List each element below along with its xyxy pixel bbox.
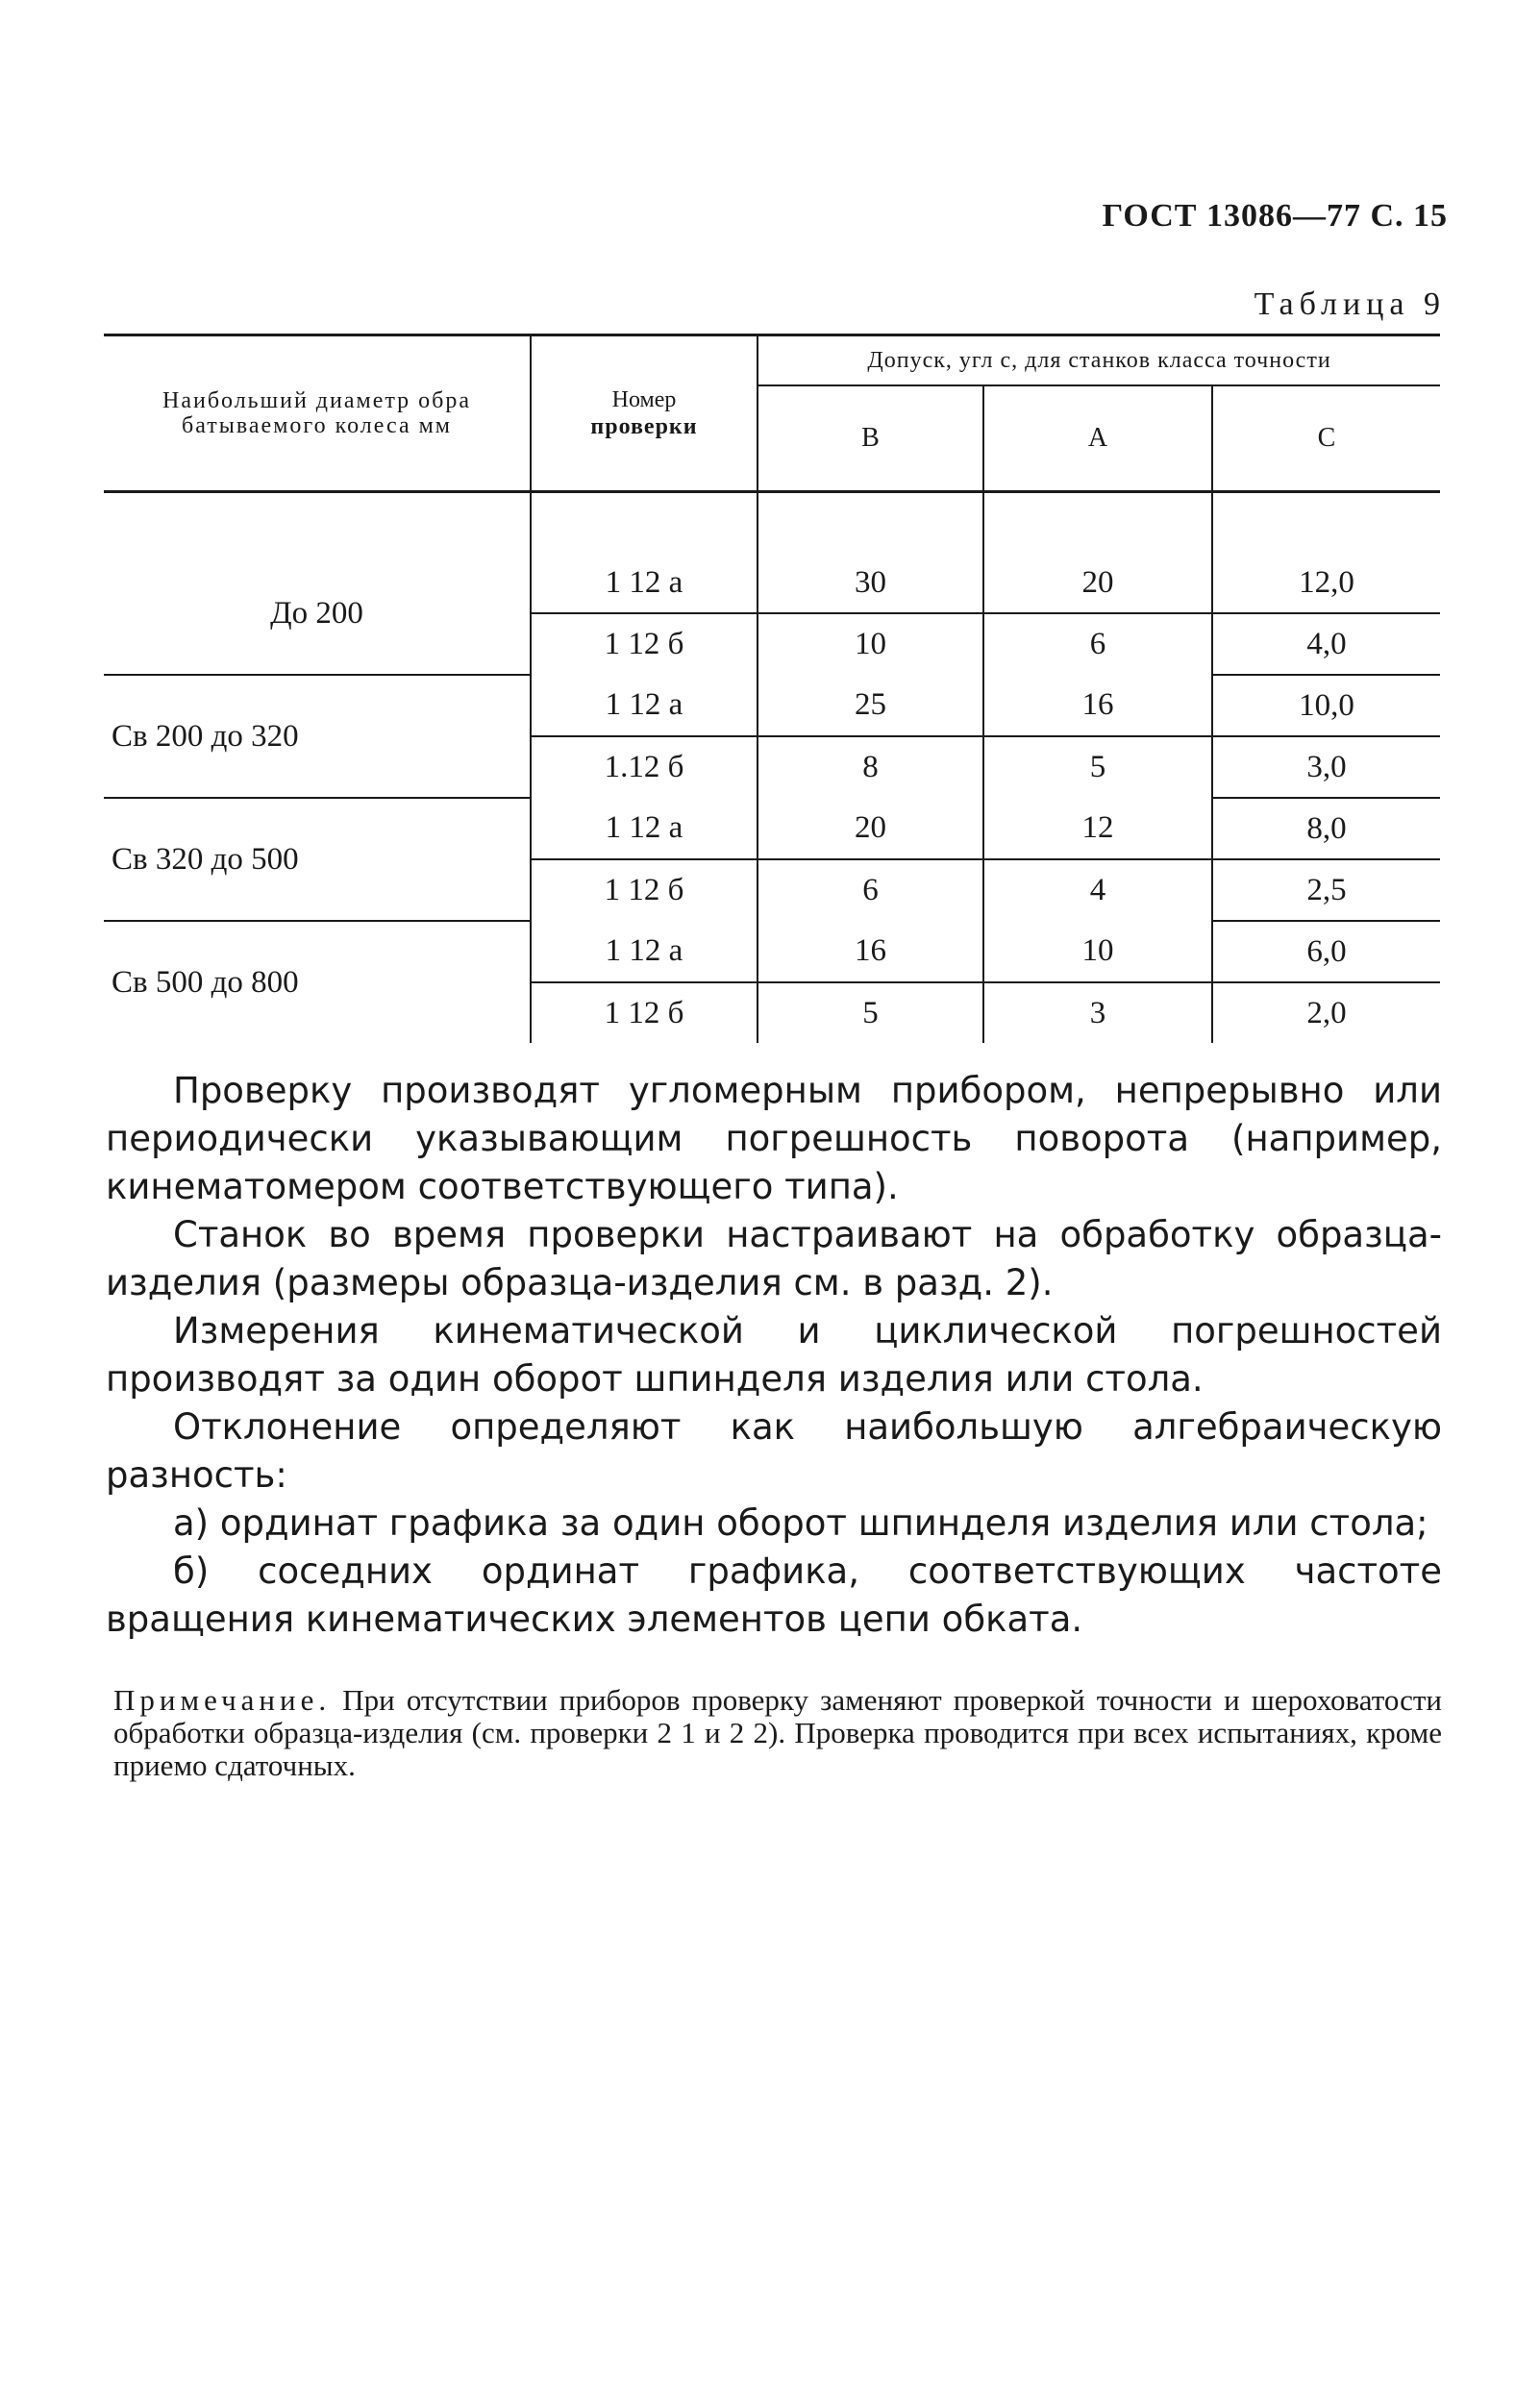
tolerance-table [104,334,1440,1043]
value-cell-a: 16 [983,675,1212,736]
value-cell-b: 25 [758,675,983,736]
value-cell-a: 12 [983,798,1212,859]
value-cell-a: 10 [983,921,1212,982]
paragraph-2: Станок во время проверки настраивают на обработку образца-изделия (размеры образца-изделия см. в разд. 2). [106,1214,1442,1303]
value-cell-b: 6 [758,859,983,921]
check-number-cell: 1 12 а [531,675,758,736]
header-class-a: А [983,385,1212,492]
page-header: ГОСТ 13086—77 С. 15 [1102,198,1448,234]
check-number-cell: 1 12 б [531,859,758,921]
value-cell-a: 5 [983,736,1212,798]
value-cell-b: 10 [758,613,983,675]
table-label: Таблица 9 [1254,286,1446,322]
paragraph-1: Проверку производят угломерным прибором, непрерывно или периодически указывающим погрешность поворота (например, кинематомером соответствующего типа). [106,1070,1442,1207]
table-row [104,675,1440,736]
check-number-cell: 1 12 б [531,613,758,675]
paragraph-3: Измерения кинематической и циклической погрешностей производят за один оборот шпинделя изделия или стола. [106,1310,1442,1400]
value-cell-c: 2,5 [1212,859,1440,921]
value-cell-c: 3,0 [1212,736,1440,798]
check-number-cell: 1.12 б [531,736,758,798]
paragraph-5: а) ординат графика за один оборот шпинделя изделия или стола; [173,1502,1428,1544]
note-label: Примечание. [113,1683,332,1717]
table-row [104,798,1440,859]
value-cell-a: 20 [983,553,1212,613]
value-cell-b: 20 [758,798,983,859]
diameter-cell: Св 500 до 800 [112,964,299,1000]
value-cell-c: 6,0 [1212,921,1440,982]
value-cell-b: 16 [758,921,983,982]
value-cell-a: 3 [983,982,1212,1043]
header-class-c: С [1212,385,1440,492]
value-cell-b: 30 [758,553,983,613]
diameter-cell: Св 200 до 320 [104,675,531,798]
value-cell-b: 8 [758,736,983,798]
table-row [104,553,1440,613]
check-number-cell: 1 12 а [531,553,758,613]
diameter-cell: До 200 [104,553,531,675]
check-number-cell: 1 12 а [531,921,758,982]
value-cell-a: 4 [983,859,1212,921]
check-number-cell: 1 12 а [531,798,758,859]
header-diameter: Наибольший диаметр обра батываемого колеса мм [104,335,531,492]
paragraph-4: Отклонение определяют как наибольшую алгебраическую разность: [106,1406,1442,1496]
value-cell-c: 12,0 [1212,553,1440,613]
value-cell-c: 10,0 [1212,675,1440,736]
note [113,1684,1442,1782]
body-text [106,1067,1442,1644]
value-cell-a: 6 [983,613,1212,675]
value-cell-c: 2,0 [1212,982,1440,1043]
header-class-b: В [758,385,983,492]
value-cell-c: 4,0 [1212,613,1440,675]
table-row [104,921,1440,982]
header-tolerance: Допуск, угл с, для станков класса точности [758,335,1440,386]
value-cell-c: 8,0 [1212,798,1440,859]
note-text: При отсутствии приборов проверку заменяют проверкой точности и шероховатости обработки образца-изделия (см. проверки 2 1 и 2 2). Проверка проводится при всех испытаниях, кроме приемо сдаточных. [113,1683,1443,1782]
value-cell-b: 5 [758,982,983,1043]
header-check-number: Номер проверки [531,335,758,492]
diameter-cell: Св 320 до 500 [104,798,531,921]
paragraph-6: б) соседних ординат графика, соответствующих частоте вращения кинематических элементов цепи обката. [106,1550,1442,1640]
check-number-cell: 1 12 б [531,982,758,1043]
